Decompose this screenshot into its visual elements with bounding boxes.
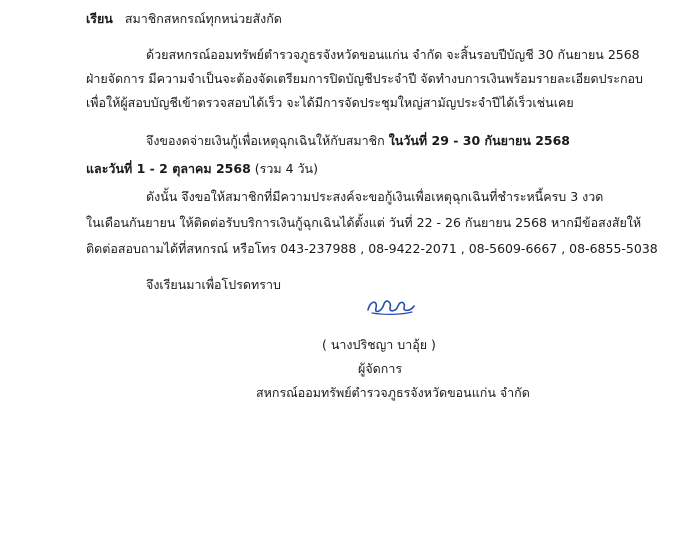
para3-line1: ดังนั้น จึงขอให้สมาชิกที่มีความประสงค์จะขอกู้เงินเพื่อเหตุฉุกเฉินที่ชำระหนี้ครบ 3 งวด bbox=[146, 189, 604, 204]
para1-line1: ด้วยสหกรณ์ออมทรัพย์ตำรวจภูธรจังหวัดขอนแก่น จำกัด จะสิ้นรอบปีบัญชี 30 กันยายน 2568 bbox=[146, 47, 640, 62]
para2-line2-dates: และวันที่ 1 - 2 ตุลาคม 2568 bbox=[86, 161, 251, 176]
para2-line2 bbox=[86, 160, 318, 178]
para2-line2-text: (รวม 4 วัน) bbox=[254, 161, 318, 176]
para2-line1 bbox=[146, 132, 570, 150]
signatory-organization: สหกรณ์ออมทรัพย์ตำรวจภูธรจังหวัดขอนแก่น จำกัด bbox=[256, 385, 530, 400]
para3-line3: ติดต่อสอบถามได้ที่สหกรณ์ หรือโทร 043-237988 , 08-9422-2071 , 08-5609-6667 , 08-6855-5038 bbox=[86, 241, 658, 256]
para2-line1-text: จึงของดจ่ายเงินกู้เพื่อเหตุฉุกเฉินให้กับสมาชิก bbox=[146, 133, 385, 148]
signatory-position: ผู้จัดการ bbox=[358, 361, 403, 376]
signatory-name: ( นางปริชญา บาอุ้ย ) bbox=[322, 337, 436, 352]
para3-line2: ในเดือนกันยายน ให้ติดต่อรับบริการเงินกู้ฉุกเฉินได้ตั้งแต่ วันที่ 22 - 26 กันยายน 2568 หากมีข้อสงสัยให้ bbox=[86, 215, 642, 230]
para1-line3: เพื่อให้ผู้สอบบัญชีเข้าตรวจสอบได้เร็ว จะได้มีการจัดประชุมใหญ่สามัญประจำปีได้เร็วเช่นเคย bbox=[86, 95, 574, 110]
signature-image bbox=[362, 294, 422, 318]
salutation bbox=[86, 10, 282, 28]
closing-text: จึงเรียนมาเพื่อโปรดทราบ bbox=[146, 277, 281, 292]
para2-line1-dates: ในวันที่ 29 - 30 กันยายน 2568 bbox=[388, 133, 571, 148]
salutation-value: สมาชิกสหกรณ์ทุกหน่วยสังกัด bbox=[124, 11, 282, 26]
salutation-label: เรียน bbox=[86, 11, 113, 26]
para1-line2: ฝ่ายจัดการ มีความจำเป็นจะต้องจัดเตรียมการปิดบัญชีประจำปี จัดทำงบการเงินพร้อมรายละเอียดประกอบ bbox=[86, 71, 643, 86]
